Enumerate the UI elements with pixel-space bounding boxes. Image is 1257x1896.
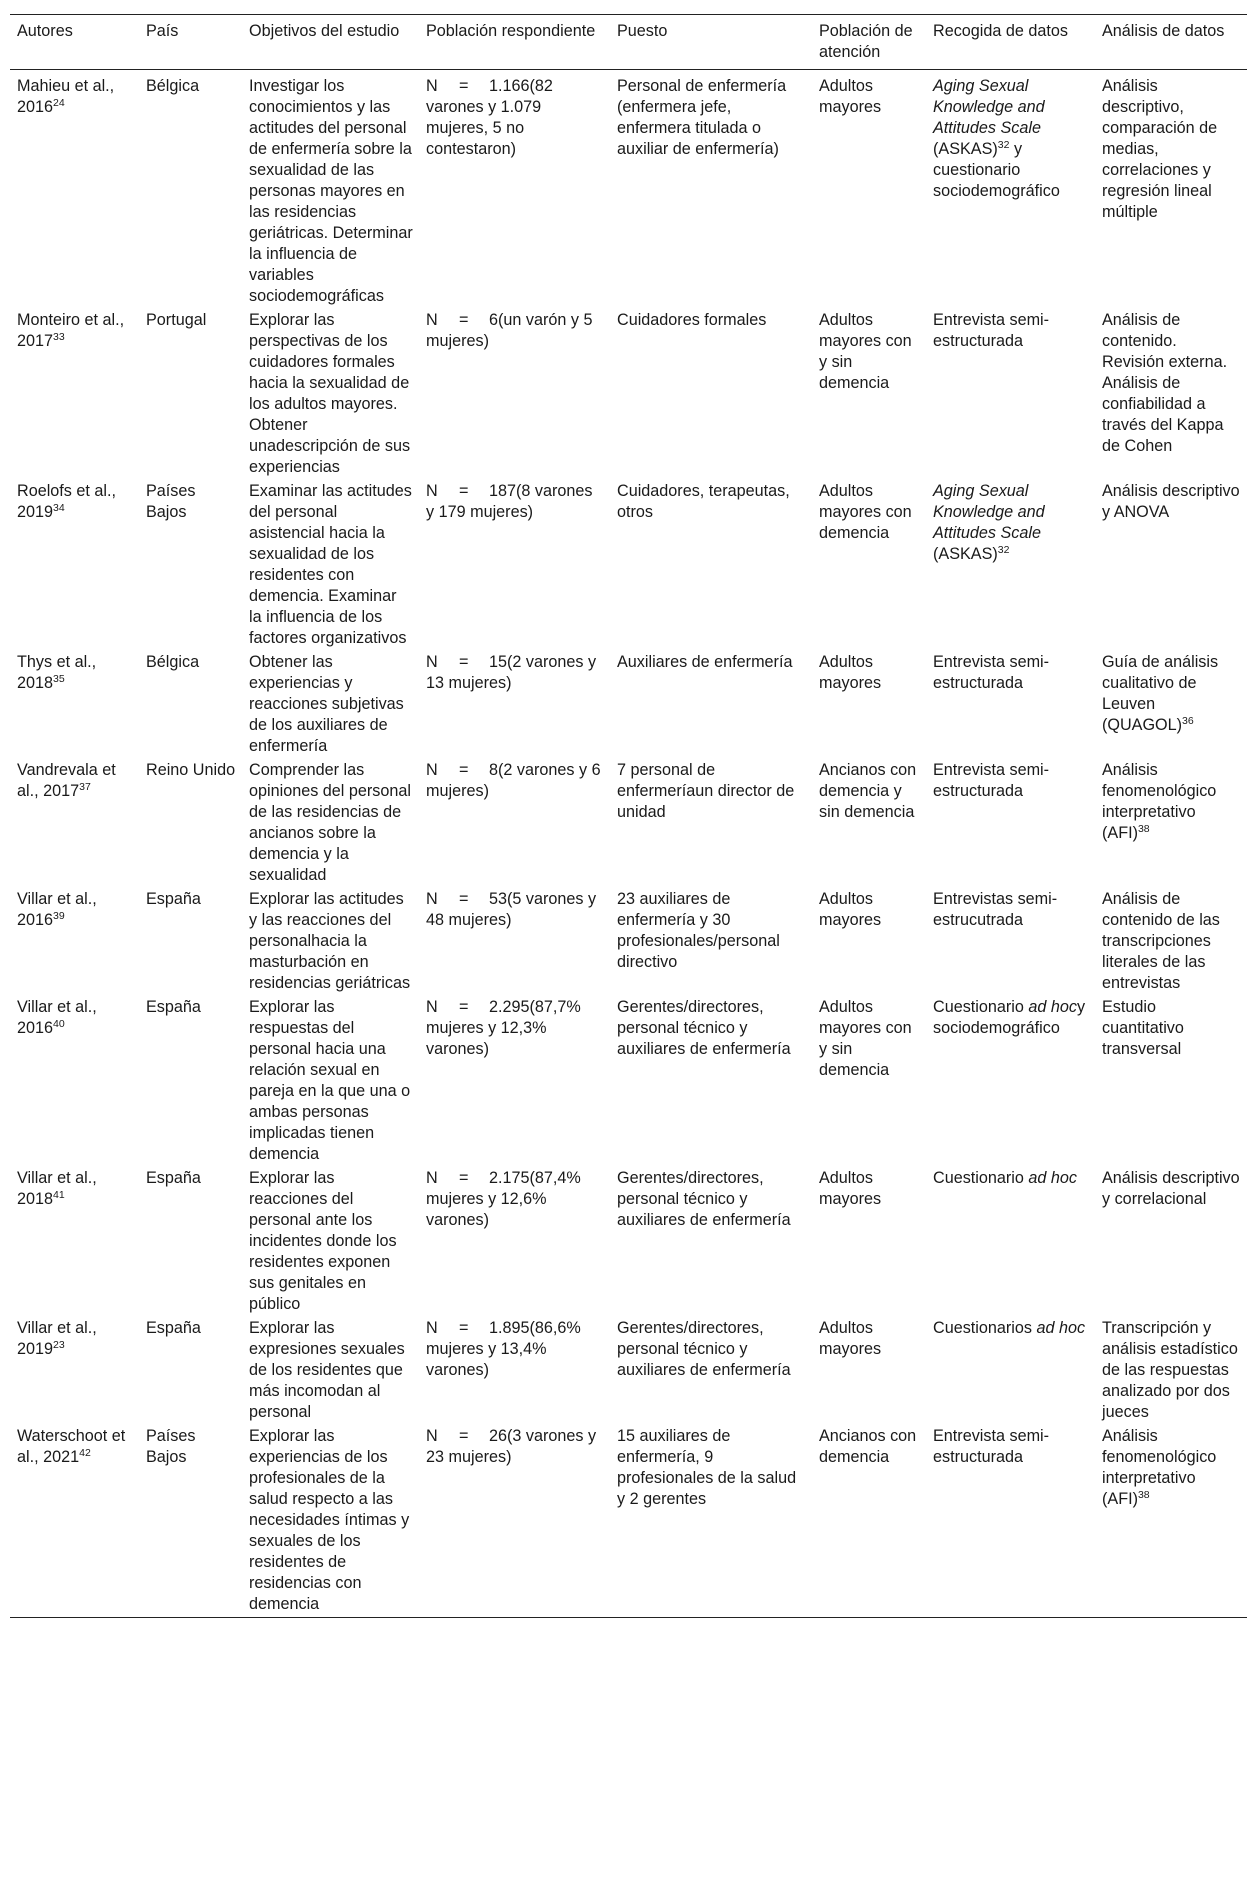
poblacion-respondiente-cell [419, 480, 610, 651]
poblacion-respondiente-cell [419, 309, 610, 480]
objetivos-cell [242, 759, 419, 888]
puesto-text: Gerentes/directores, personal técnico y auxiliares de enfermería [617, 1169, 791, 1229]
pais-text: Reino Unido [146, 761, 236, 779]
poblacion-atencion-text: Ancianos con demencia [819, 1427, 917, 1466]
puesto-cell [610, 1317, 812, 1425]
n-value: 2.295(87,7% mujeres y 12,3% varones) [426, 998, 581, 1058]
autores-cell [10, 651, 139, 759]
poblacion-atencion-text: Adultos mayores con y sin demencia [819, 311, 912, 392]
analisis-text: Análisis descriptivo y correlacional [1102, 1169, 1240, 1208]
scale-name: Aging Sexual Knowledge and Attitudes Scale [933, 77, 1045, 137]
n-value: 6(un varón y 5 mujeres) [426, 311, 593, 350]
reference-number: 37 [79, 781, 91, 793]
objetivos-cell [242, 480, 419, 651]
puesto-text: Gerentes/directores, personal técnico y auxiliares de enfermería [617, 998, 791, 1058]
pais-cell [139, 996, 242, 1167]
poblacion-atencion-text: Adultos mayores [819, 1319, 882, 1358]
n-label: N [426, 1427, 438, 1445]
studies-table [10, 14, 1247, 1618]
autores-cell [10, 309, 139, 480]
table-body [10, 70, 1247, 1618]
pais-cell [139, 1167, 242, 1317]
analisis-datos-cell [1095, 480, 1247, 651]
pais-text: España [146, 998, 201, 1016]
objetivos-cell [242, 996, 419, 1167]
puesto-text: Personal de enfermería (enfermera jefe, enfermera titulada o auxiliar de enfermería) [617, 77, 787, 158]
poblacion-atencion-text: Adultos mayores [819, 653, 882, 692]
n-equals: = [459, 77, 469, 95]
n-equals: = [459, 761, 469, 779]
autores-cell [10, 888, 139, 996]
recogida-text: Entrevista semi-estructurada [933, 761, 1050, 800]
n-label: N [426, 890, 438, 908]
n-label: N [426, 653, 438, 671]
objetivos-text: Examinar las actitudes del personal asistencial hacia la sexualidad de los residentes con demencia. Examinar la influencia de los factores organizativos [249, 482, 412, 647]
ad-hoc-text: ad hoc [1036, 1319, 1086, 1337]
analisis-text: Análisis de contenido de las transcripciones literales de las entrevistas [1102, 890, 1220, 992]
pais-cell [139, 1317, 242, 1425]
pais-text: España [146, 890, 201, 908]
autores-cell [10, 1167, 139, 1317]
n-label: N [426, 998, 438, 1016]
poblacion-respondiente-cell [419, 996, 610, 1167]
table-row [10, 1317, 1247, 1425]
puesto-cell [610, 651, 812, 759]
recogida-datos-cell [926, 888, 1095, 996]
autores-text: Villar et al., 2018 [17, 1169, 97, 1208]
pais-text: Bélgica [146, 77, 200, 95]
reference-number: 32 [997, 544, 1010, 556]
poblacion-respondiente-cell [419, 759, 610, 888]
n-label: N [426, 1319, 438, 1337]
recogida-text: Entrevista semi-estructurada [933, 653, 1050, 692]
n-label: N [426, 1169, 438, 1187]
n-label: N [426, 482, 438, 500]
puesto-text: Cuidadores formales [617, 311, 767, 329]
header-objetivos: Objetivos del estudio [249, 22, 400, 40]
reference-number: 33 [53, 331, 65, 343]
reference-number: 40 [53, 1018, 65, 1030]
analisis-text: Transcripción y análisis estadístico de las respuestas analizado por dos jueces [1102, 1319, 1238, 1421]
poblacion-atencion-cell [812, 888, 926, 996]
pais-cell [139, 759, 242, 888]
n-value: 8(2 varones y 6 mujeres) [426, 761, 601, 800]
table-row [10, 996, 1247, 1167]
n-value: 53(5 varones y 48 mujeres) [426, 890, 597, 929]
recogida-text: Cuestionario [933, 1169, 1029, 1187]
autores-text: Villar et al., 2016 [17, 998, 97, 1037]
reference-number: 34 [53, 502, 65, 514]
poblacion-respondiente-cell [419, 1425, 610, 1618]
table-row [10, 309, 1247, 480]
scale-abbrev: (ASKAS) [933, 545, 998, 563]
autores-cell [10, 996, 139, 1167]
poblacion-atencion-text: Adultos mayores [819, 1169, 882, 1208]
n-value: 15(2 varones y 13 mujeres) [426, 653, 597, 692]
table-row [10, 888, 1247, 996]
recogida-text: Cuestionario [933, 998, 1029, 1016]
recogida-text: Entrevistas semi-estrucutrada [933, 890, 1058, 929]
autores-text: Villar et al., 2016 [17, 890, 97, 929]
puesto-cell [610, 888, 812, 996]
recogida-datos-cell [926, 759, 1095, 888]
objetivos-text: Obtener las experiencias y reacciones subjetivas de los auxiliares de enfermería [249, 653, 404, 755]
autores-cell [10, 1425, 139, 1618]
header-recogida-datos: Recogida de datos [933, 22, 1068, 40]
objetivos-text: Explorar las actitudes y las reacciones del personalhacia la masturbación en residencias geriátricas [249, 890, 411, 992]
poblacion-atencion-cell [812, 70, 926, 310]
objetivos-text: Comprender las opiniones del personal de las residencias de ancianos sobre la demencia y la sexualidad [249, 761, 411, 884]
table-row [10, 70, 1247, 310]
puesto-cell [610, 309, 812, 480]
reference-number: 35 [53, 673, 65, 685]
pais-text: España [146, 1319, 201, 1337]
puesto-text: Auxiliares de enfermería [617, 653, 793, 671]
n-equals: = [459, 482, 469, 500]
analisis-text: Análisis descriptivo y ANOVA [1102, 482, 1240, 521]
studies-table-container [10, 14, 1247, 1618]
autores-text: Vandrevala et al., 2017 [17, 761, 116, 800]
n-equals: = [459, 890, 469, 908]
puesto-text: 23 auxiliares de enfermería y 30 profesionales/personal directivo [617, 890, 780, 971]
recogida-datos-cell [926, 1167, 1095, 1317]
analisis-datos-cell [1095, 651, 1247, 759]
poblacion-atencion-text: Ancianos con demencia y sin demencia [819, 761, 917, 821]
table-row [10, 651, 1247, 759]
recogida-text: Entrevista semi-estructurada [933, 311, 1050, 350]
pais-cell [139, 309, 242, 480]
analisis-text: Análisis fenomenológico interpretativo (AFI) [1102, 1427, 1217, 1508]
poblacion-atencion-text: Adultos mayores con demencia [819, 482, 912, 542]
poblacion-atencion-cell [812, 1425, 926, 1618]
puesto-cell [610, 759, 812, 888]
analisis-datos-cell [1095, 309, 1247, 480]
pais-text: España [146, 1169, 201, 1187]
recogida-datos-cell [926, 996, 1095, 1167]
objetivos-cell [242, 888, 419, 996]
n-label: N [426, 77, 438, 95]
analisis-datos-cell [1095, 888, 1247, 996]
scale-abbrev: (ASKAS) [933, 140, 998, 158]
recogida-text: Cuestionarios [933, 1319, 1037, 1337]
objetivos-cell [242, 1317, 419, 1425]
poblacion-atencion-cell [812, 996, 926, 1167]
poblacion-respondiente-cell [419, 1317, 610, 1425]
poblacion-respondiente-cell [419, 888, 610, 996]
objetivos-cell [242, 1425, 419, 1618]
table-row [10, 480, 1247, 651]
reference-number: 23 [53, 1339, 65, 1351]
n-equals: = [459, 998, 469, 1016]
header-pais: País [146, 22, 179, 40]
table-row [10, 1167, 1247, 1317]
reference-number: 38 [1137, 823, 1150, 835]
poblacion-atencion-cell [812, 1317, 926, 1425]
objetivos-text: Explorar las experiencias de los profesionales de la salud respecto a las necesidades íntimas y sexuales de los residentes de residencias con demencia [249, 1427, 410, 1613]
objetivos-cell [242, 309, 419, 480]
recogida-extra: y sociodemográfico [933, 998, 1086, 1037]
n-label: N [426, 761, 438, 779]
objetivos-cell [242, 651, 419, 759]
pais-cell [139, 651, 242, 759]
objetivos-cell [242, 70, 419, 310]
poblacion-atencion-cell [812, 480, 926, 651]
n-equals: = [459, 653, 469, 671]
analisis-datos-cell [1095, 996, 1247, 1167]
reference-number: 42 [79, 1447, 91, 1459]
analisis-text: Estudio cuantitativo transversal [1102, 998, 1184, 1058]
recogida-extra: y cuestionario sociodemográfico [933, 140, 1060, 200]
puesto-text: Gerentes/directores, personal técnico y auxiliares de enfermería [617, 1319, 791, 1379]
reference-number: 32 [997, 139, 1010, 151]
pais-text: Portugal [146, 311, 207, 329]
autores-cell [10, 480, 139, 651]
reference-number: 38 [1137, 1489, 1150, 1501]
autores-cell [10, 1317, 139, 1425]
header-poblacion-atencion: Población de atención [819, 22, 913, 61]
n-value: 1.895(86,6% mujeres y 13,4% varones) [426, 1319, 581, 1379]
analisis-datos-cell [1095, 1167, 1247, 1317]
recogida-datos-cell [926, 1425, 1095, 1618]
poblacion-atencion-cell [812, 1167, 926, 1317]
poblacion-respondiente-cell [419, 70, 610, 310]
recogida-datos-cell [926, 480, 1095, 651]
objetivos-text: Explorar las expresiones sexuales de los residentes que más incomodan al personal [249, 1319, 405, 1421]
autores-text: Villar et al., 2019 [17, 1319, 97, 1358]
header-autores: Autores [17, 22, 73, 40]
recogida-datos-cell [926, 309, 1095, 480]
header-poblacion-respondiente: Población respondiente [426, 22, 596, 40]
analisis-text: Análisis de contenido. Revisión externa. Análisis de confiabilidad a través del Kappa de Cohen [1102, 311, 1228, 455]
recogida-datos-cell [926, 1317, 1095, 1425]
n-equals: = [459, 1427, 469, 1445]
n-equals: = [459, 1169, 469, 1187]
poblacion-atencion-text: Adultos mayores con y sin demencia [819, 998, 912, 1079]
n-value: 1.166(82 varones y 1.079 mujeres, 5 no contestaron) [426, 77, 553, 158]
n-value: 2.175(87,4% mujeres y 12,6% varones) [426, 1169, 581, 1229]
n-value: 26(3 varones y 23 mujeres) [426, 1427, 597, 1466]
analisis-datos-cell [1095, 1317, 1247, 1425]
autores-text: Roelofs et al., 2019 [17, 482, 116, 521]
poblacion-atencion-cell [812, 759, 926, 888]
pais-cell [139, 70, 242, 310]
table-header-row [10, 15, 1247, 70]
poblacion-atencion-cell [812, 309, 926, 480]
poblacion-respondiente-cell [419, 651, 610, 759]
puesto-text: 7 personal de enfermeríaun director de unidad [617, 761, 795, 821]
puesto-cell [610, 480, 812, 651]
ad-hoc-text: ad hoc [1028, 998, 1077, 1016]
analisis-datos-cell [1095, 70, 1247, 310]
objetivos-text: Investigar los conocimientos y las actitudes del personal de enfermería sobre la sexualidad de las personas mayores en las residencias geriátricas. Determinar la influencia de variables sociodemográficas [249, 77, 413, 305]
poblacion-atencion-text: Adultos mayores [819, 890, 882, 929]
puesto-cell [610, 996, 812, 1167]
pais-text: Países Bajos [146, 482, 196, 521]
n-equals: = [459, 311, 469, 329]
poblacion-atencion-cell [812, 651, 926, 759]
analisis-text: Análisis fenomenológico interpretativo (AFI) [1102, 761, 1217, 842]
header-puesto: Puesto [617, 22, 668, 40]
n-value: 187(8 varones y 179 mujeres) [426, 482, 593, 521]
pais-cell [139, 480, 242, 651]
pais-cell [139, 1425, 242, 1618]
puesto-cell [610, 70, 812, 310]
recogida-datos-cell [926, 70, 1095, 310]
analisis-text: Guía de análisis cualitativo de Leuven (QUAGOL) [1102, 653, 1219, 734]
reference-number: 41 [53, 1189, 65, 1201]
autores-text: Thys et al., 2018 [17, 653, 97, 692]
pais-cell [139, 888, 242, 996]
puesto-text: Cuidadores, terapeutas, otros [617, 482, 790, 521]
autores-text: Waterschoot et al., 2021 [17, 1427, 126, 1466]
puesto-text: 15 auxiliares de enfermería, 9 profesionales de la salud y 2 gerentes [617, 1427, 797, 1508]
analisis-datos-cell [1095, 759, 1247, 888]
objetivos-text: Explorar las respuestas del personal hacia una relación sexual en pareja en la que una o ambas personas implicadas tienen demencia [249, 998, 411, 1163]
autores-text: Mahieu et al., 2016 [17, 77, 115, 116]
autores-text: Monteiro et al., 2017 [17, 311, 125, 350]
poblacion-respondiente-cell [419, 1167, 610, 1317]
puesto-cell [610, 1167, 812, 1317]
poblacion-atencion-text: Adultos mayores [819, 77, 882, 116]
table-row [10, 759, 1247, 888]
objetivos-text: Explorar las reacciones del personal ante los incidentes donde los residentes exponen sus genitales en público [249, 1169, 397, 1313]
ad-hoc-text: ad hoc [1028, 1169, 1077, 1187]
n-label: N [426, 311, 438, 329]
recogida-datos-cell [926, 651, 1095, 759]
header-analisis-datos: Análisis de datos [1102, 22, 1225, 40]
analisis-datos-cell [1095, 1425, 1247, 1618]
reference-number: 39 [53, 910, 65, 922]
objetivos-cell [242, 1167, 419, 1317]
n-equals: = [459, 1319, 469, 1337]
pais-text: Bélgica [146, 653, 200, 671]
scale-name: Aging Sexual Knowledge and Attitudes Scale [933, 482, 1045, 542]
puesto-cell [610, 1425, 812, 1618]
reference-number: 36 [1182, 715, 1194, 727]
analisis-text: Análisis descriptivo, comparación de medias, correlaciones y regresión lineal múltiple [1102, 77, 1218, 221]
objetivos-text: Explorar las perspectivas de los cuidadores formales hacia la sexualidad de los adultos mayores. Obtener unadescripción de sus experiencias [249, 311, 411, 476]
autores-cell [10, 759, 139, 888]
reference-number: 24 [53, 97, 65, 109]
pais-text: Países Bajos [146, 1427, 196, 1466]
autores-cell [10, 70, 139, 310]
table-row [10, 1425, 1247, 1618]
recogida-text: Entrevista semi-estructurada [933, 1427, 1050, 1466]
